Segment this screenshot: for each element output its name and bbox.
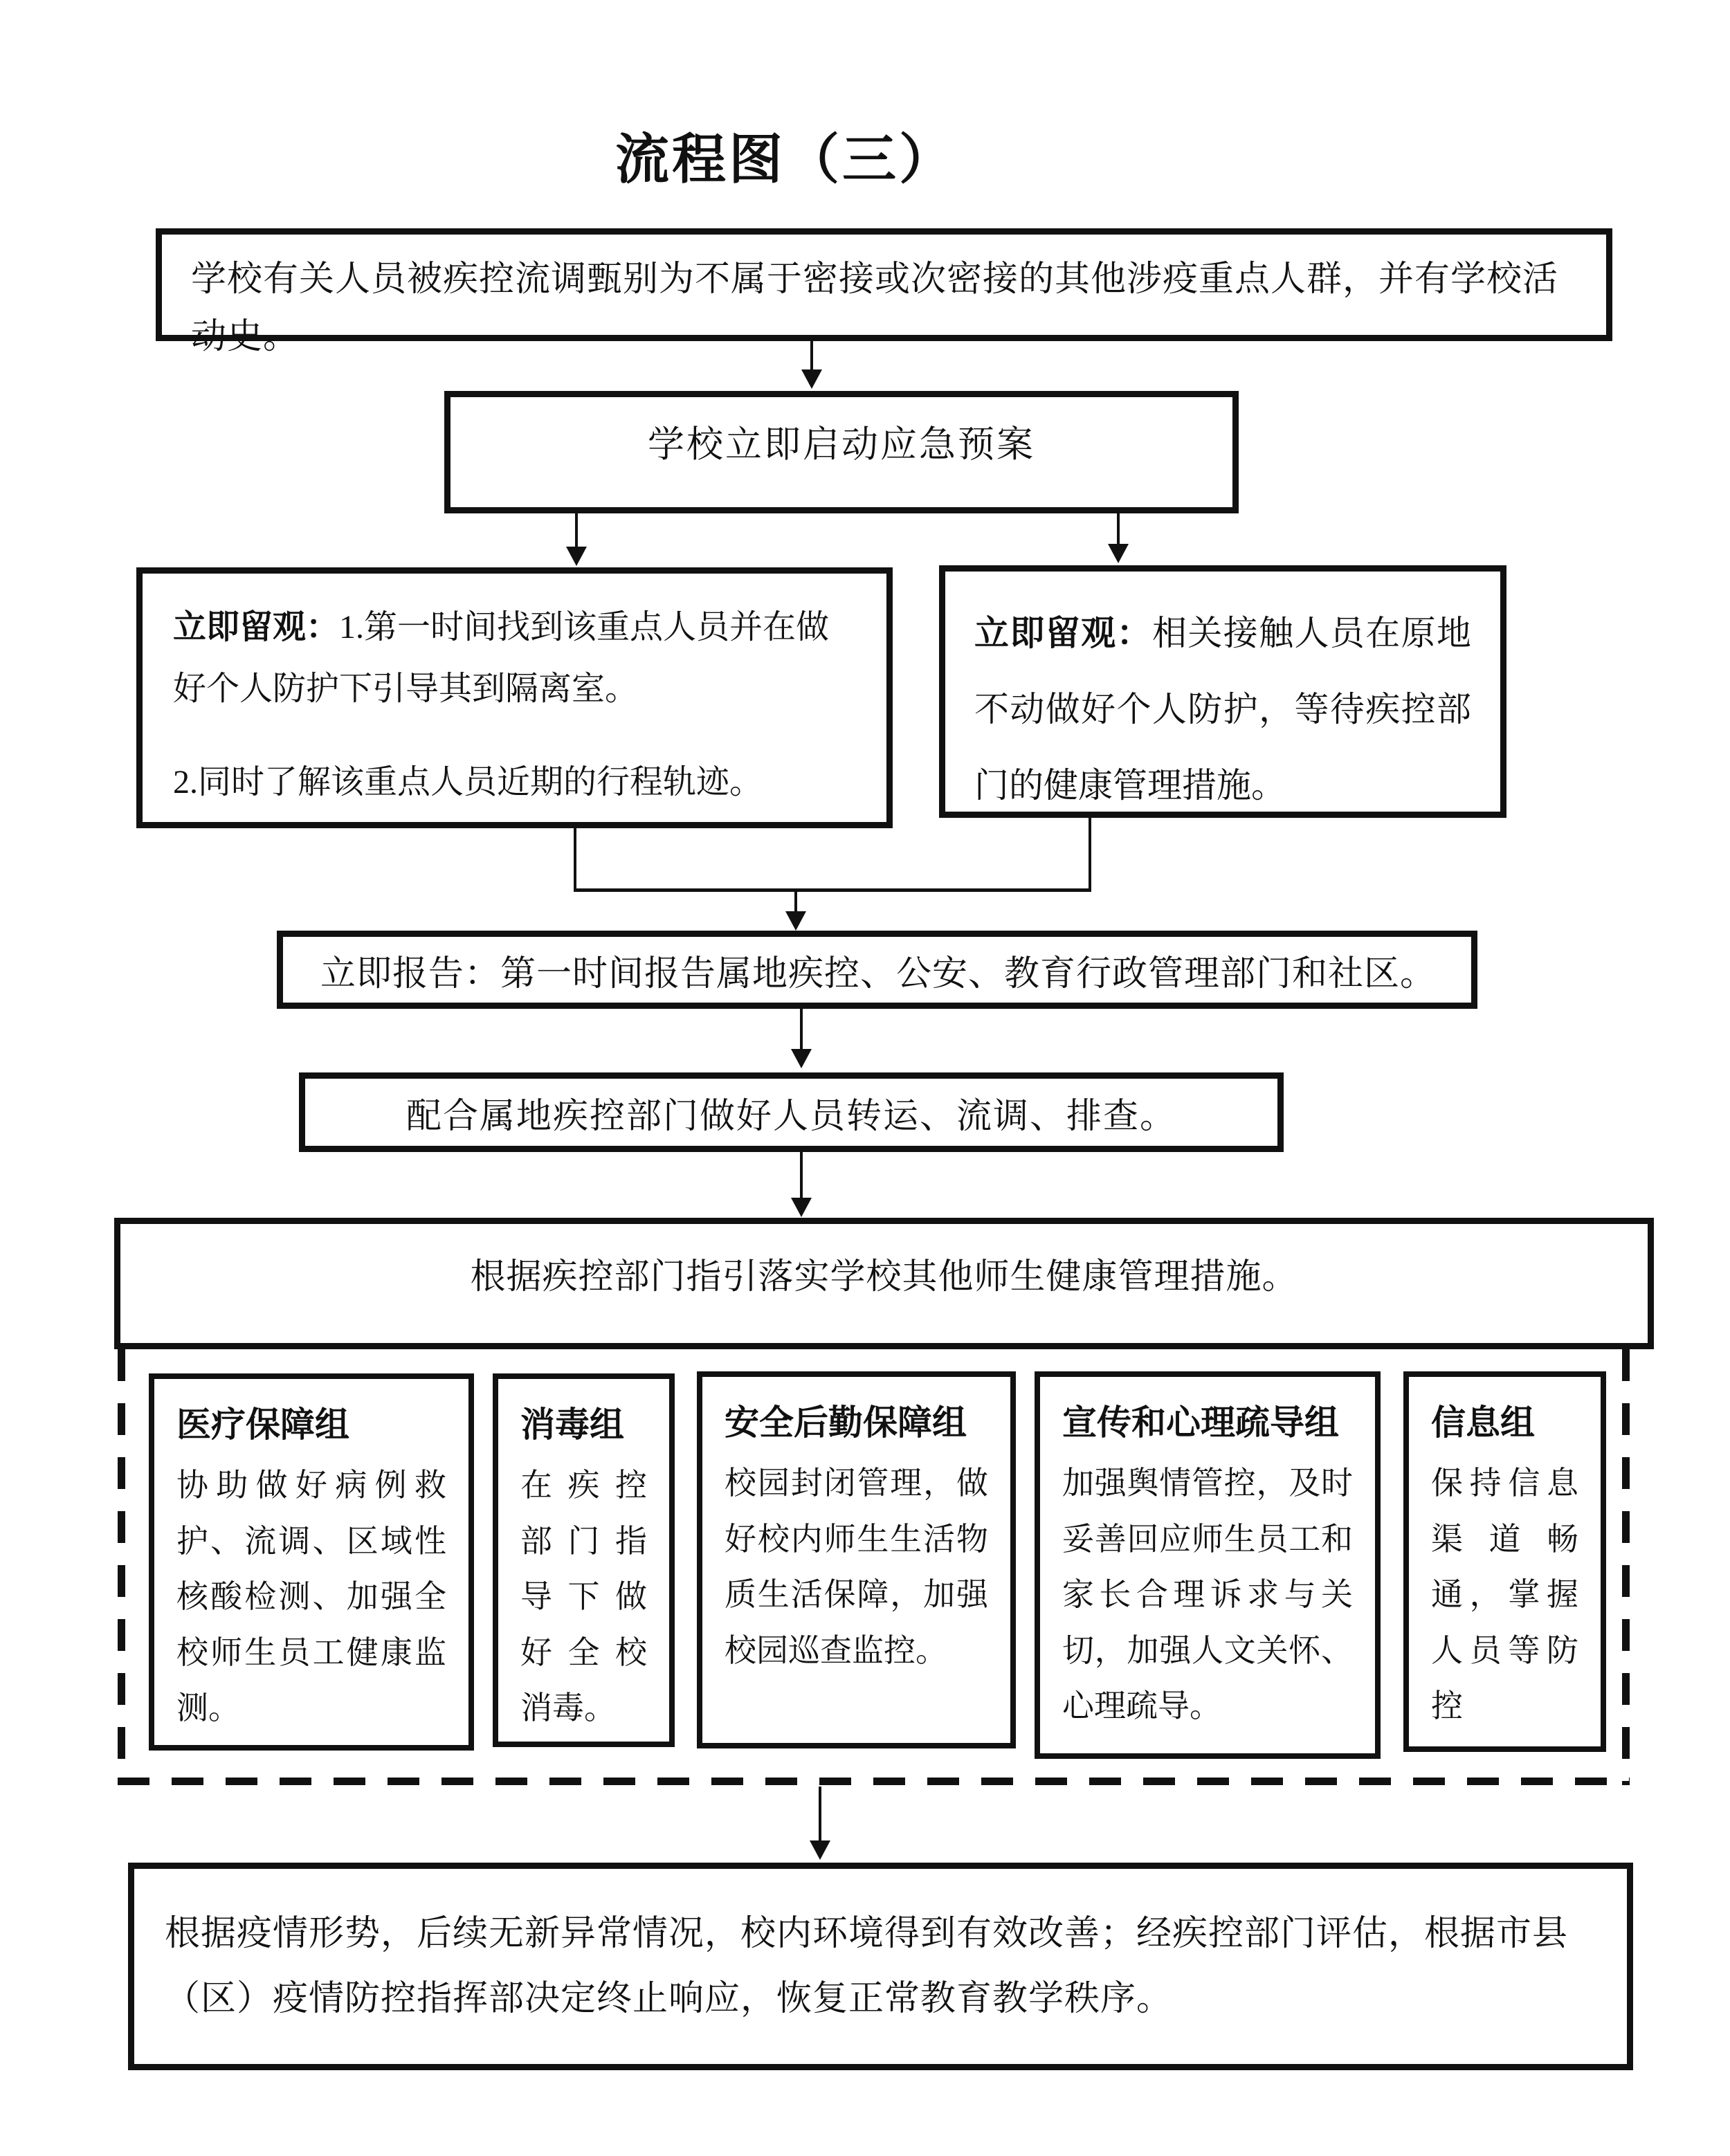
connector-line xyxy=(574,888,1091,892)
node-observe-contacts xyxy=(939,565,1506,818)
connector-line xyxy=(1117,513,1120,547)
group-disinfection-title: 消毒组 xyxy=(520,1405,624,1444)
group-publicity-title: 宣传和心理疏导组 xyxy=(1062,1403,1339,1442)
connector-line xyxy=(800,1152,803,1200)
connector-line xyxy=(800,1009,803,1052)
node-activate-plan-text: 学校立即启动应急预案 xyxy=(648,425,1035,465)
connector-line xyxy=(574,828,576,892)
connector-line xyxy=(575,513,578,549)
node-report-text: 立即报告：第一时间报告属地疾控、公安、教育行政管理部门和社区。 xyxy=(320,954,1437,994)
group-logistics-title: 安全后勤保障组 xyxy=(725,1403,967,1442)
group-information-title: 信息组 xyxy=(1431,1403,1535,1442)
arrow-down-icon xyxy=(791,1198,812,1217)
group-disinfection xyxy=(493,1373,675,1747)
connector-line xyxy=(819,1787,821,1843)
node-report xyxy=(277,931,1477,1009)
node-cooperate-text: 配合属地疾控部门做好人员转运、流调、排查。 xyxy=(406,1097,1176,1136)
dashed-border-right xyxy=(1622,1349,1630,1785)
observe-keyperson-item1: 立即留观：1.第一时间找到该重点人员并在做好个人防护下引导其到隔离室。 xyxy=(173,609,830,707)
node-activate-plan xyxy=(444,391,1239,513)
group-publicity xyxy=(1035,1371,1381,1759)
group-logistics xyxy=(697,1371,1016,1748)
observe-contacts-text: 相关接触人员在原地不动做好个人防护，等待疾控部门的健康管理措施。 xyxy=(974,614,1472,805)
group-publicity-body: 加强舆情管控，及时妥善回应师生员工和家长合理诉求与关切，加强人文关怀、心理疏导。 xyxy=(1062,1465,1353,1724)
node-implement-text: 根据疾控部门指引落实学校其他师生健康管理措施。 xyxy=(470,1258,1298,1297)
arrow-down-icon xyxy=(566,547,587,566)
group-medical xyxy=(149,1373,474,1751)
arrow-down-icon xyxy=(791,1049,812,1068)
node-start-condition xyxy=(156,228,1612,356)
node-final-text: 根据疫情形势，后续无新异常情况，校内环境得到有效改善；经疾控部门评估，根据市县（区）疫情防控指挥部决定终止响应，恢复正常教育教学秩序。 xyxy=(165,1914,1569,2018)
arrow-down-icon xyxy=(1108,544,1129,563)
arrow-down-icon xyxy=(785,911,806,931)
node-observe-keyperson xyxy=(136,567,893,828)
connector-line xyxy=(810,341,813,372)
observe-contacts-label: 立即留观： xyxy=(974,614,1152,652)
arrow-down-icon xyxy=(801,369,822,389)
node-final xyxy=(128,1863,1633,2070)
group-medical-title: 医疗保障组 xyxy=(176,1405,349,1444)
group-information-body: 保持信息渠道畅通，掌握人员等防控 xyxy=(1431,1465,1578,1724)
dashed-border-bottom xyxy=(118,1778,1630,1785)
node-cooperate xyxy=(299,1072,1284,1152)
observe-keyperson-item2: 2.同时了解该重点人员近期的行程轨迹。 xyxy=(173,763,763,801)
group-information xyxy=(1403,1371,1606,1752)
page-title: 流程图（三） xyxy=(614,129,956,190)
node-start-condition-text: 学校有关人员被疾控流调甄别为不属于密接或次密接的其他涉疫重点人群，并有学校活动史。 xyxy=(191,260,1559,356)
group-logistics-body: 校园封闭管理，做好校内师生生活物质生活保障，加强校园巡查监控。 xyxy=(725,1465,988,1668)
observe-keyperson-label: 立即留观： xyxy=(173,609,340,646)
group-medical-body: 协助做好病例救护、流调、区域性核酸检测、加强全校师生员工健康监测。 xyxy=(176,1468,446,1726)
group-disinfection-body: 在疾控部门指导下做好全校消毒。 xyxy=(520,1468,647,1726)
arrow-down-icon xyxy=(810,1840,830,1860)
connector-line xyxy=(1089,818,1091,892)
node-implement xyxy=(114,1218,1654,1349)
dashed-border-left xyxy=(118,1349,125,1785)
